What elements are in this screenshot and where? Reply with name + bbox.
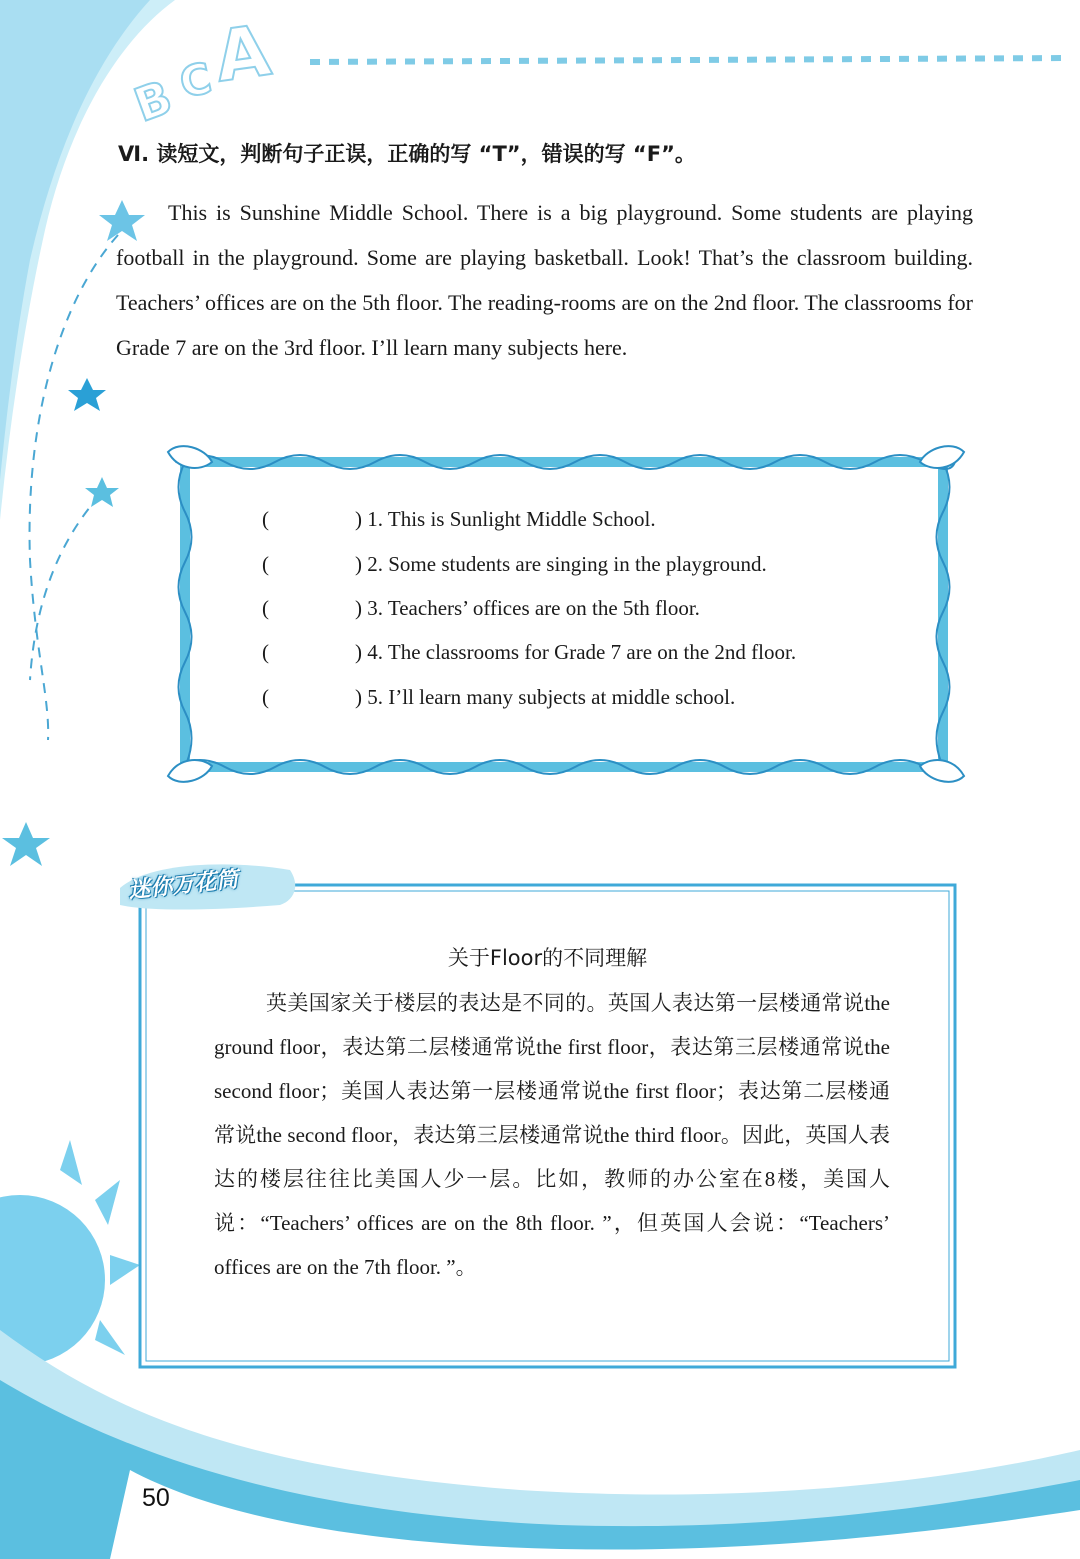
question-item: [262, 552, 767, 577]
answer-open-paren: (: [262, 596, 269, 620]
answer-close-paren: ): [355, 507, 362, 531]
question-text: 3. Teachers’ offices are on the 5th floor.: [367, 596, 700, 620]
star-icon: [68, 378, 106, 411]
answer-open-paren: (: [262, 507, 269, 531]
page-number: 50: [142, 1484, 170, 1512]
reading-passage: This is Sunshine Middle School. There is a big playground. Some students are playing football in the playground. Some are playing basketball. Look! That’s the classroom building. Teachers’ offices are on the 5th floor. The reading-rooms are on the 2nd floor. The classrooms for Grade 7 are on the 3rd floor. I’ll learn many subjects here.: [116, 200, 974, 360]
sun-icon: [0, 1195, 105, 1365]
question-text: 2. Some students are singing in the playground.: [367, 552, 767, 576]
exercise-heading: Ⅵ. 读短文，判断句子正误，正确的写 “T”，错误的写 “F”。: [118, 142, 696, 166]
question-text: 1. This is Sunlight Middle School.: [367, 507, 656, 531]
svg-text:C: C: [175, 53, 216, 108]
note-body: 英美国家关于楼层的表达是不同的。英国人表达第一层楼通常说the ground floor，表达第二层楼通常说the first floor，表达第三层楼通常说the second floor；美国人表达第一层楼通常说the first floor；表达第二层楼通常说the second floor，表达第三层楼通常说the third floor。因此，英国人表达的楼层往往比美国人少一层。比如，教师的办公室在8楼，美国人说：“Teachers’ offices are on the 8th floor. ”，但英国人会说：“Teachers’ offices are on the 7th floor. ”。: [214, 991, 890, 1279]
section-label: 迷你万花筒: [127, 867, 240, 904]
answer-open-paren: (: [262, 552, 269, 576]
answer-open-paren: (: [262, 685, 269, 709]
answer-close-paren: ): [355, 552, 362, 576]
question-item: [262, 685, 735, 710]
question-text: 4. The classrooms for Grade 7 are on the 2nd floor.: [367, 640, 797, 664]
answer-open-paren: (: [262, 640, 269, 664]
question-text: 5. I’ll learn many subjects at middle school.: [367, 685, 736, 709]
answer-close-paren: ): [355, 640, 362, 664]
note-title: 关于Floor的不同理解: [447, 946, 648, 970]
svg-text:A: A: [210, 9, 276, 99]
star-icon: [85, 477, 119, 507]
question-item: [262, 507, 656, 532]
top-dashed-rule: [310, 58, 1070, 62]
corner-letters: [127, 9, 275, 132]
answer-close-paren: ): [355, 685, 362, 709]
question-item: [262, 596, 700, 621]
svg-text:B: B: [127, 69, 179, 133]
star-icon: [2, 822, 50, 866]
question-item: [262, 640, 796, 665]
answer-close-paren: ): [355, 596, 362, 620]
